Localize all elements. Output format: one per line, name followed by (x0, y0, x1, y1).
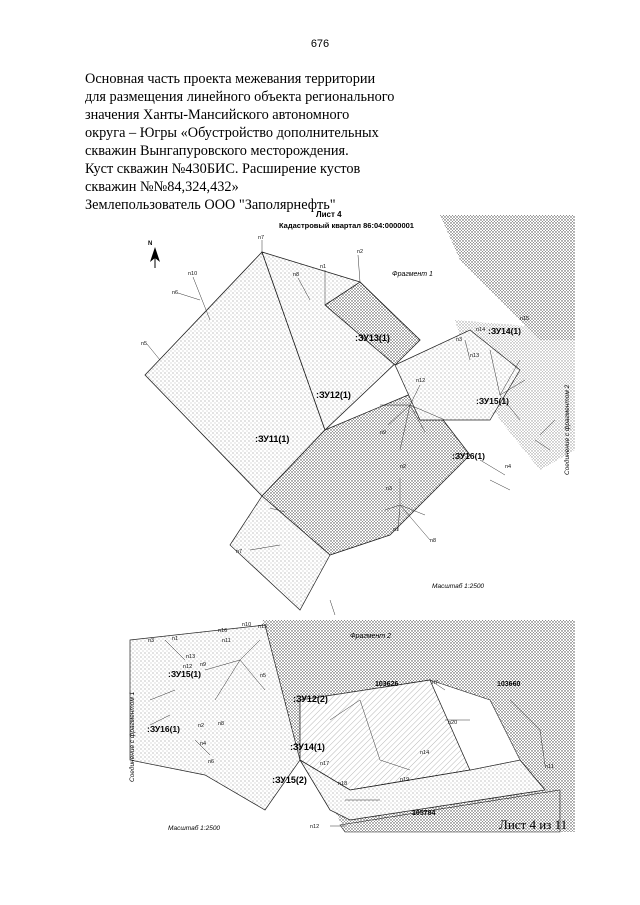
point-label: n6 (172, 290, 179, 296)
point-label: n11 (222, 638, 231, 644)
point-label: n7 (236, 549, 243, 555)
point-label: n18 (338, 781, 348, 787)
zone-label: :ЗУ16(1) (452, 451, 485, 461)
point-label: n8 (293, 272, 300, 278)
point-label: n2 (198, 723, 205, 729)
point-label: n3 (386, 486, 393, 492)
zone-label: :ЗУ11(1) (255, 434, 290, 444)
point-label: n1 (393, 527, 400, 533)
north-label: N (148, 241, 153, 247)
point-label: n13 (470, 353, 480, 359)
zone-label: :ЗУ15(2) (272, 775, 307, 785)
point-label: n12 (310, 824, 320, 830)
point-label: n12 (183, 664, 193, 670)
point-label: n3 (456, 337, 463, 343)
scale-label: Масштаб 1:2500 (432, 583, 485, 590)
parcel-number: 103626 (375, 681, 399, 688)
scale-label: Масштаб 1:2500 (168, 825, 221, 832)
header-line: для размещения линейного объекта регионального (85, 89, 395, 105)
point-label: n6 (208, 759, 215, 765)
header-line: скважин №№84,324,432» (85, 179, 239, 195)
header-line: значения Ханты-Мансийского автономного (85, 107, 350, 123)
point-label: n8 (218, 721, 225, 727)
point-label: n1 (172, 636, 179, 642)
zone-label: :ЗУ15(1) (476, 396, 509, 406)
fragment-2-label: Фрагмент 2 (350, 633, 391, 640)
cadastral-quarter: Кадастровый квартал 86:04:0000001 (279, 221, 414, 230)
point-label: n4 (200, 741, 207, 747)
point-label: n10 (188, 271, 198, 277)
point-label: n9 (200, 662, 207, 668)
zone-label: :ЗУ12(1) (316, 390, 351, 400)
fragment-1-label: Фрагмент 1 (392, 271, 433, 278)
header-line: Основная часть проекта межевания территории (85, 71, 376, 87)
connection-to-fragment-2: Соединение с фрагментом 2 (564, 384, 571, 475)
point-label: n2 (400, 464, 407, 470)
fragment-2 (128, 620, 575, 832)
header-line: Землепользователь ООО "Заполярнефть" (85, 197, 336, 213)
parcel-number: 105784 (412, 810, 436, 817)
header-line: округа – Югры «Обустройство дополнительных (85, 125, 379, 141)
header-line: Куст скважин №430БИС. Расширение кустов (85, 161, 361, 177)
zone-label: :ЗУ14(1) (290, 742, 325, 752)
point-label: n16 (218, 628, 228, 634)
header-line: скважин Вынгапуровского месторождения. (85, 143, 349, 159)
zone-label: :ЗУ12(2) (293, 694, 328, 704)
parcel-number: 103660 (497, 681, 521, 688)
point-label: n7 (258, 235, 265, 241)
point-label: n15 (258, 624, 268, 630)
point-label: n4 (505, 464, 512, 470)
sheet-title: Лист 4 (316, 210, 342, 219)
zone-label: :ЗУ14(1) (488, 326, 521, 336)
point-label: n15 (520, 316, 530, 322)
fragment-1 (141, 215, 575, 615)
zone-label: :ЗУ15(1) (168, 669, 201, 679)
point-label: n14 (476, 327, 486, 333)
point-label: n10 (242, 622, 252, 628)
zone-label: :ЗУ16(1) (147, 724, 180, 734)
point-label: n9 (380, 430, 387, 436)
connection-to-fragment-1: Соединение с фрагментом 1 (129, 691, 136, 782)
page-number: 676 (310, 38, 330, 50)
point-label: n1 (320, 264, 327, 270)
point-label: n5 (260, 673, 267, 679)
point-label: n3 (148, 638, 155, 644)
point-label: n7 (432, 680, 439, 686)
sheet-footer: Лист 4 из 11 (499, 817, 568, 832)
point-label: n17 (320, 761, 330, 767)
point-label: n14 (420, 750, 430, 756)
point-label: n13 (186, 654, 196, 660)
point-label: n2 (357, 249, 364, 255)
zone-label: :ЗУ13(1) (355, 333, 390, 343)
point-label: n20 (448, 720, 458, 726)
north-arrow-icon (150, 247, 160, 268)
point-label: n5 (141, 341, 148, 347)
point-label: n8 (430, 538, 437, 544)
point-label: n11 (545, 764, 554, 770)
point-label: n19 (400, 777, 410, 783)
point-label: n12 (416, 378, 426, 384)
